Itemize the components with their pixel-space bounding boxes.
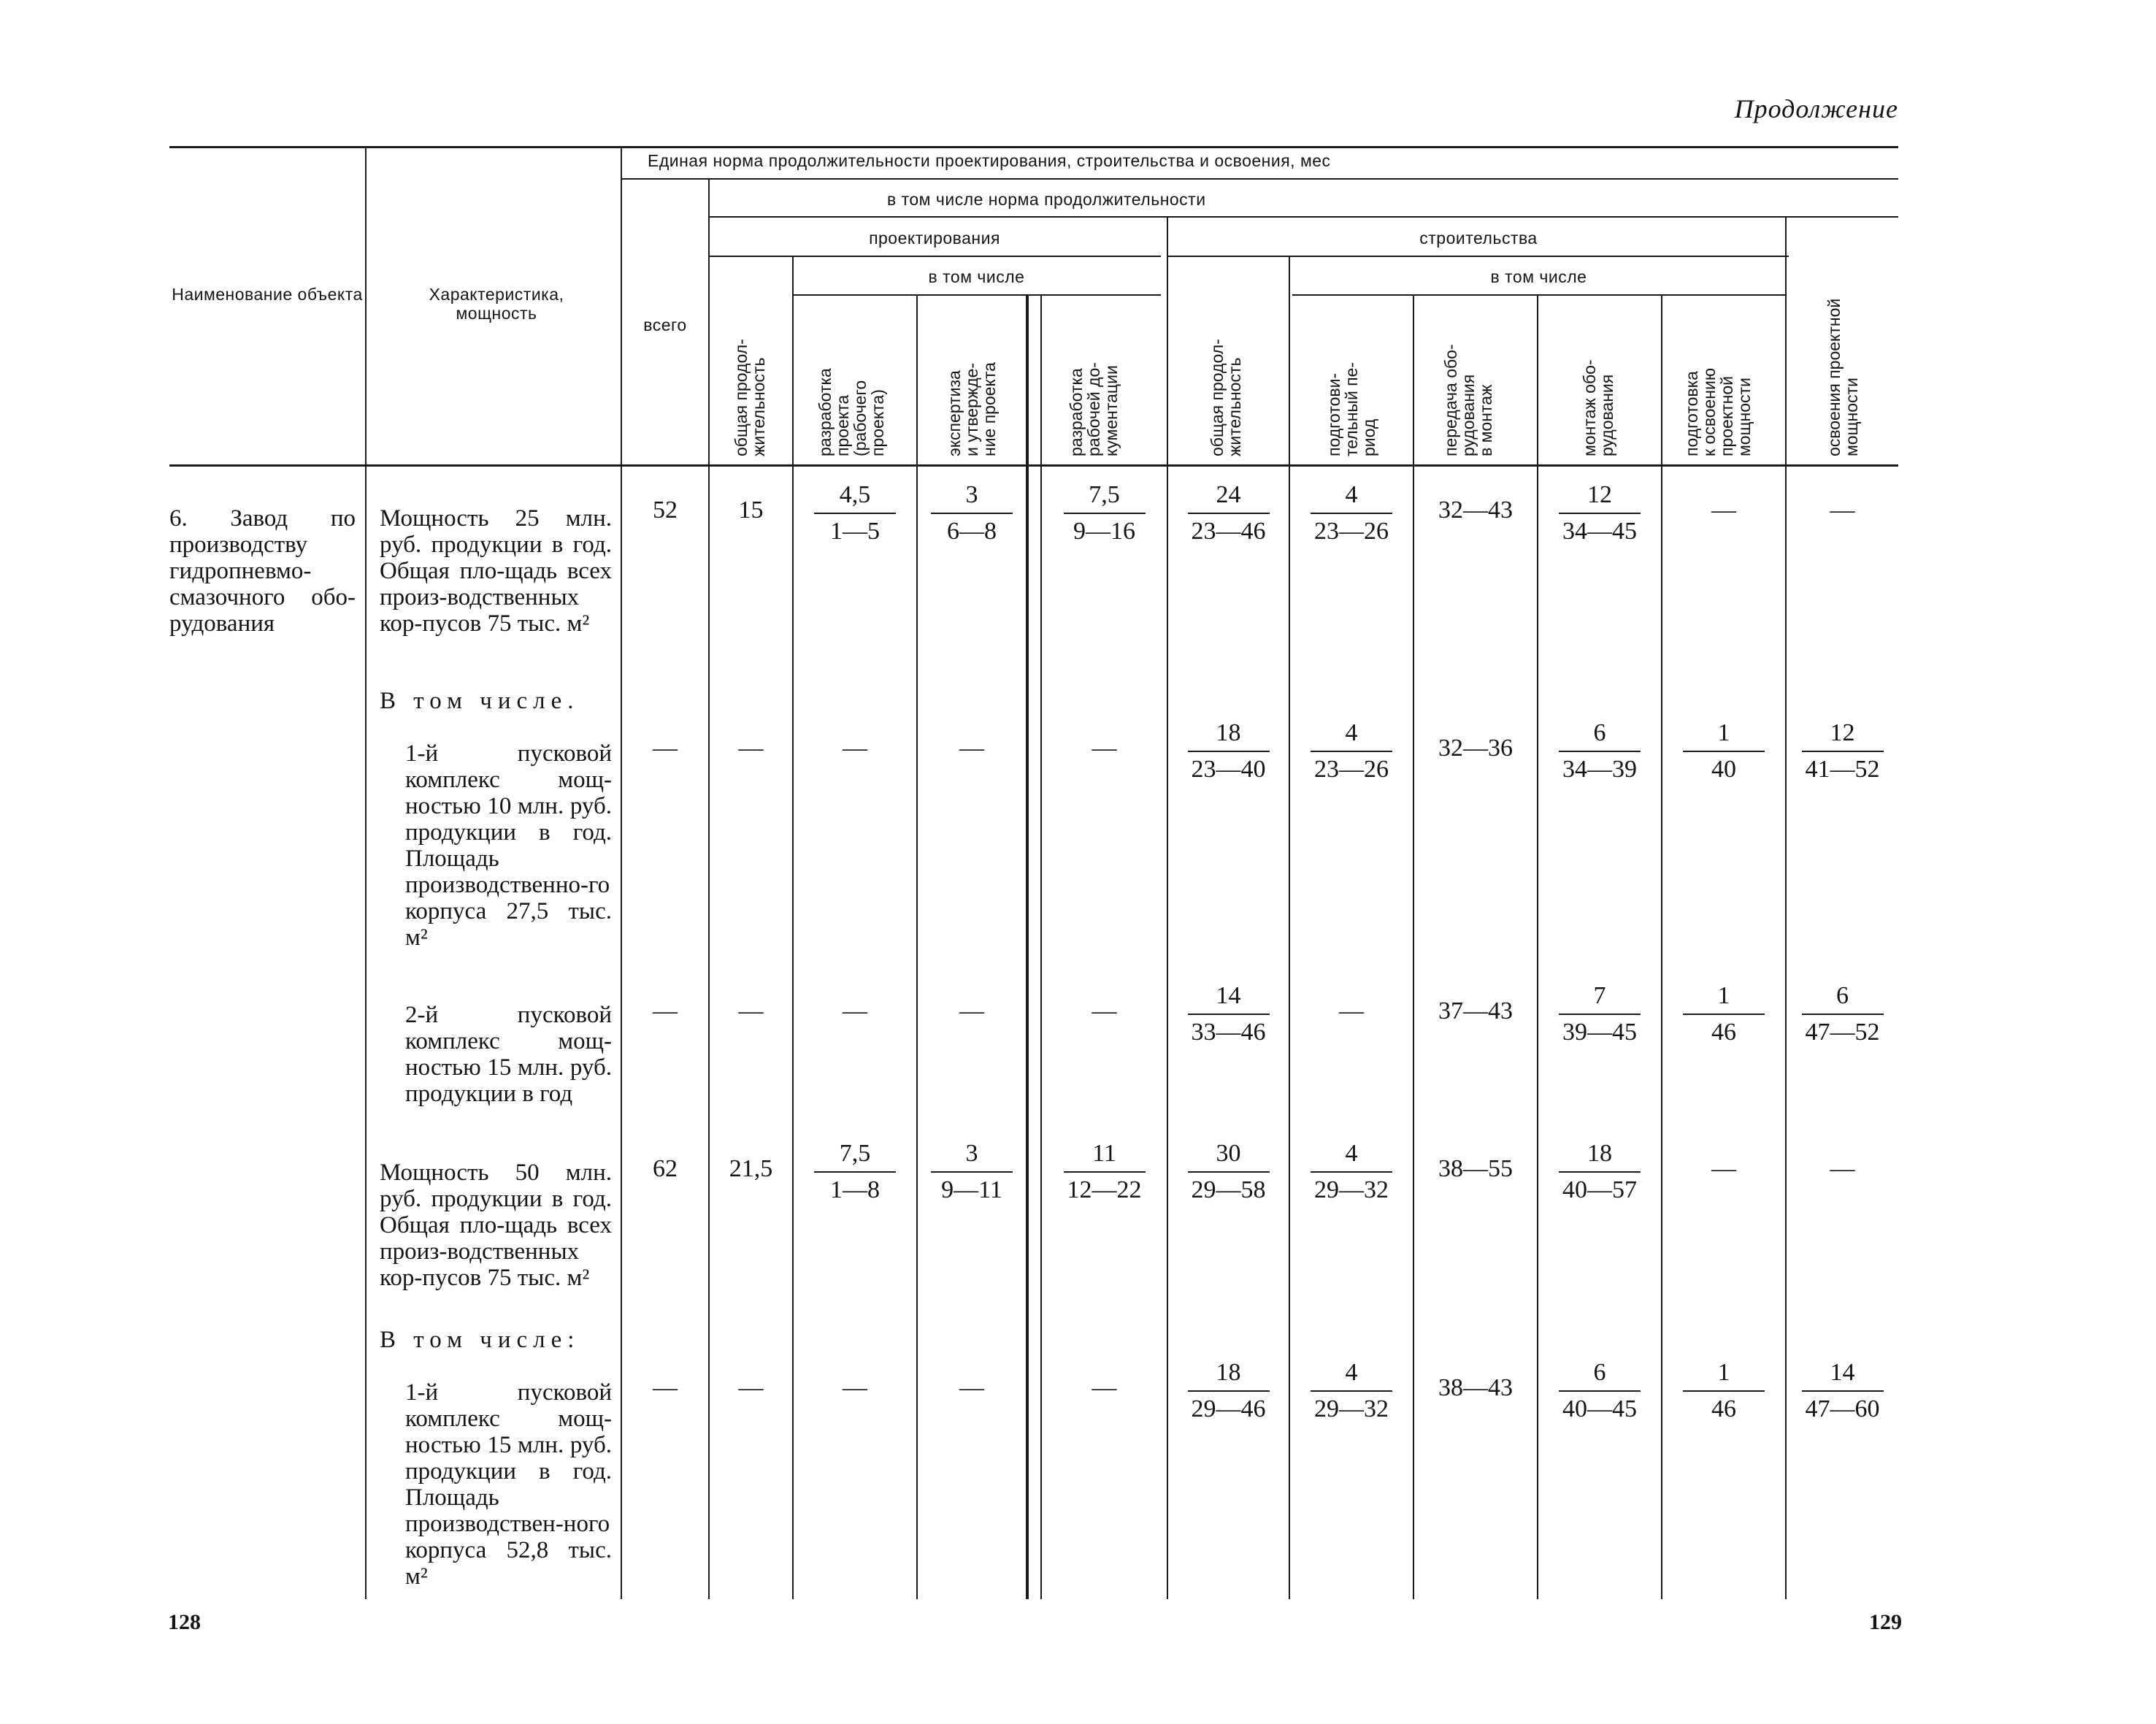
cell-total: — <box>653 997 678 1024</box>
header-construction-mastering-prep: подготовка к освоению проектной мощности <box>1682 367 1754 456</box>
row-3-characteristic: 2-й пусковой комплекс мощ-ностью 15 млн. руб. продукции в год <box>405 1002 612 1107</box>
cell-numerator: 4 <box>1311 1141 1392 1173</box>
header-bottom-rule <box>169 464 1898 467</box>
cell-numerator: 6 <box>1559 720 1641 752</box>
cell-mastering-prep-fraction <box>1683 720 1765 783</box>
col-rule-design-working-2 <box>1040 294 1042 1599</box>
header-construction-preparatory: подготови- тельный пе- риод <box>1324 361 1378 456</box>
cell-constr-total-fraction <box>1188 720 1270 783</box>
cell-mastering-prep: — <box>1711 1155 1736 1182</box>
cell-design-total: — <box>738 735 764 762</box>
cell-denominator: 46 <box>1711 1395 1736 1422</box>
cell-denominator: 34—45 <box>1562 518 1637 545</box>
row-label-including-1: В том числе. <box>380 688 580 714</box>
cell-numerator: 6 <box>1802 983 1884 1015</box>
cell-design-project-fraction <box>814 1141 896 1203</box>
cell-denominator: 47—60 <box>1805 1395 1880 1422</box>
col-rule-design-working <box>1026 294 1029 1599</box>
header-mastering: освоения проектной мощности <box>1825 298 1861 456</box>
cell-numerator: 12 <box>1802 720 1884 752</box>
cell-constr-transfer: 32—43 <box>1438 497 1513 524</box>
cell-design-working-fraction <box>1064 1141 1146 1203</box>
cell-design-total: — <box>738 997 764 1024</box>
cell-constr-install-fraction <box>1559 1360 1641 1422</box>
cell-numerator: 4 <box>1311 720 1392 752</box>
cell-constr-prep-fraction <box>1311 482 1392 545</box>
header-design-including: в том числе <box>928 267 1025 286</box>
header-design-total: общая продол- жительность <box>732 339 768 456</box>
cell-constr-install-fraction <box>1559 1141 1641 1203</box>
page-number-left: 128 <box>168 1610 201 1634</box>
cell-denominator: 29—46 <box>1191 1395 1266 1422</box>
cell-design-expertise: — <box>959 735 984 762</box>
object-name: 6. Завод по производству гидропневмо-смазочного обо-рудования <box>169 505 356 637</box>
cell-total: 52 <box>653 497 678 524</box>
cell-denominator: 34—39 <box>1562 756 1637 783</box>
cell-denominator: 40—57 <box>1562 1176 1637 1203</box>
cell-numerator: 18 <box>1188 720 1270 752</box>
rule-under-design-including <box>792 294 1161 296</box>
col-rule-construction-prep <box>1289 256 1290 1599</box>
cell-constr-transfer: 38—55 <box>1438 1155 1513 1182</box>
cell-numerator: 4,5 <box>814 482 896 514</box>
continuation-label: Продолжение <box>1734 94 1898 123</box>
cell-numerator: 6 <box>1559 1360 1641 1392</box>
cell-constr-total-fraction <box>1188 482 1270 545</box>
row-5-characteristic: 1-й пусковой комплекс мощ-ностью 15 млн. руб. продукции в год. Площадь производствен-ного корпуса 52,8 тыс. м² <box>405 1379 612 1590</box>
cell-numerator: 24 <box>1188 482 1270 514</box>
rule-under-construction <box>1168 256 1789 257</box>
col-rule-construction-total <box>1167 216 1168 1599</box>
cell-mastering: — <box>1830 1155 1855 1182</box>
cell-design-total: 21,5 <box>729 1155 773 1182</box>
cell-constr-install-fraction <box>1559 720 1641 783</box>
cell-design-expertise: — <box>959 997 984 1024</box>
cell-numerator: 4 <box>1311 1360 1392 1392</box>
col-rule-construction-install <box>1537 294 1538 1599</box>
cell-constr-transfer: 37—43 <box>1438 997 1513 1024</box>
cell-design-project: — <box>843 997 867 1024</box>
cell-numerator: 7 <box>1559 983 1641 1015</box>
cell-mastering: — <box>1830 497 1855 524</box>
header-construction-transfer: передача обо- рудования в монтаж <box>1441 344 1495 456</box>
cell-denominator: 41—52 <box>1805 756 1880 783</box>
header-design-project: разработка проекта (рабочего проекта) <box>816 368 887 456</box>
cell-numerator: 1 <box>1683 1360 1765 1392</box>
cell-constr-prep-fraction <box>1311 720 1392 783</box>
cell-constr-prep: — <box>1339 997 1364 1024</box>
table-top-rule <box>169 146 1898 148</box>
cell-denominator: 23—46 <box>1191 518 1266 545</box>
page-number-right: 129 <box>1869 1610 1902 1634</box>
cell-constr-prep-fraction <box>1311 1360 1392 1422</box>
rule-under-unified-norm <box>622 178 1898 180</box>
header-unified-norm: Единая норма продолжительности проектирования, строительства и освоения, мес <box>648 151 1331 170</box>
cell-denominator: 6—8 <box>947 518 997 545</box>
cell-constr-install-fraction <box>1559 983 1641 1046</box>
cell-total: 62 <box>653 1155 678 1182</box>
cell-constr-transfer: 32—36 <box>1438 735 1513 762</box>
header-construction-total: общая продол- жительность <box>1208 339 1244 456</box>
cell-denominator: 33—46 <box>1191 1019 1266 1046</box>
rule-under-design <box>708 256 1161 257</box>
col-rule-mastering <box>1785 216 1787 1599</box>
cell-denominator: 23—26 <box>1314 756 1389 783</box>
cell-constr-total-fraction <box>1188 1360 1270 1422</box>
cell-numerator: 14 <box>1188 983 1270 1015</box>
col-rule-design-expertise <box>916 294 918 1599</box>
header-design-expertise: экспертиза и утвержде- ние проекта <box>945 362 999 456</box>
header-design-working-docs: разработка рабочей до- кументации <box>1067 362 1121 456</box>
cell-design-working: — <box>1092 997 1117 1024</box>
cell-design-total: 15 <box>738 497 764 524</box>
cell-numerator: 3 <box>931 482 1013 514</box>
cell-denominator: 23—40 <box>1191 756 1266 783</box>
header-design: проектирования <box>869 229 1000 248</box>
cell-numerator: 30 <box>1188 1141 1270 1173</box>
cell-denominator: 46 <box>1711 1019 1736 1046</box>
cell-constr-total-fraction <box>1188 983 1270 1046</box>
cell-numerator: 1 <box>1683 983 1765 1015</box>
header-total: всего <box>643 315 687 334</box>
cell-numerator: 12 <box>1559 482 1641 514</box>
cell-denominator: 12—22 <box>1067 1176 1142 1203</box>
cell-denominator: 23—26 <box>1314 518 1389 545</box>
header-construction-including: в том числе <box>1490 267 1587 286</box>
rule-under-construction-including <box>1292 294 1785 296</box>
cell-design-project: — <box>843 735 867 762</box>
header-name: Наименование объекта <box>172 285 363 304</box>
row-1-characteristic: Мощность 25 млн. руб. продукции в год. Общая пло-щадь всех произ-водственных кор-пусов 75 тыс. м² <box>380 505 612 637</box>
rule-under-including-norm <box>708 216 1898 218</box>
cell-denominator: 29—58 <box>1191 1176 1266 1203</box>
row-4-characteristic: Мощность 50 млн. руб. продукции в год. Общая пло-щадь всех произ-водственных кор-пусов 75 тыс. м² <box>380 1160 612 1291</box>
cell-total: — <box>653 735 678 762</box>
cell-denominator: 1—5 <box>830 518 880 545</box>
cell-design-working: — <box>1092 735 1117 762</box>
cell-numerator: 14 <box>1802 1360 1884 1392</box>
cell-numerator: 7,5 <box>814 1141 896 1173</box>
cell-total: — <box>653 1374 678 1401</box>
row-label-including-2: В том числе: <box>380 1327 580 1353</box>
cell-design-expertise: — <box>959 1374 984 1401</box>
cell-mastering-fraction <box>1802 720 1884 783</box>
col-rule-characteristic <box>365 146 367 1599</box>
cell-design-working: — <box>1092 1374 1117 1401</box>
cell-mastering-prep-fraction <box>1683 983 1765 1046</box>
cell-numerator: 4 <box>1311 482 1392 514</box>
cell-numerator: 11 <box>1064 1141 1146 1173</box>
cell-design-working-fraction <box>1064 482 1146 545</box>
cell-denominator: 29—32 <box>1314 1395 1389 1422</box>
cell-design-total: — <box>738 1374 764 1401</box>
cell-denominator: 40 <box>1711 756 1736 783</box>
cell-denominator: 9—11 <box>941 1176 1002 1203</box>
cell-constr-transfer: 38—43 <box>1438 1374 1513 1401</box>
cell-numerator: 1 <box>1683 720 1765 752</box>
cell-mastering-fraction <box>1802 983 1884 1046</box>
cell-numerator: 3 <box>931 1141 1013 1173</box>
cell-denominator: 39—45 <box>1562 1019 1637 1046</box>
cell-mastering-fraction <box>1802 1360 1884 1422</box>
cell-denominator: 9—16 <box>1073 518 1135 545</box>
col-rule-mastering-prep <box>1661 294 1662 1599</box>
cell-numerator: 18 <box>1559 1141 1641 1173</box>
row-2-characteristic: 1-й пусковой комплекс мощ-ностью 10 млн. руб. продукции в год. Площадь производственно-го корпуса 27,5 тыс. м² <box>405 740 612 951</box>
cell-mastering-prep-fraction <box>1683 1360 1765 1422</box>
cell-denominator: 40—45 <box>1562 1395 1637 1422</box>
cell-mastering-prep: — <box>1711 497 1736 524</box>
header-characteristic: Характеристика, мощность <box>429 285 564 323</box>
cell-denominator: 29—32 <box>1314 1176 1389 1203</box>
cell-constr-total-fraction <box>1188 1141 1270 1203</box>
cell-design-project: — <box>843 1374 867 1401</box>
header-including-norm: в том числе норма продолжительности <box>887 190 1206 209</box>
header-construction-installation: монтаж обо- рудования <box>1580 359 1616 456</box>
cell-denominator: 47—52 <box>1805 1019 1880 1046</box>
cell-numerator: 18 <box>1188 1360 1270 1392</box>
cell-design-expertise-fraction <box>931 1141 1013 1203</box>
cell-design-expertise-fraction <box>931 482 1013 545</box>
cell-numerator: 7,5 <box>1064 482 1146 514</box>
cell-denominator: 1—8 <box>830 1176 880 1203</box>
cell-design-project-fraction <box>814 482 896 545</box>
cell-constr-install-fraction <box>1559 482 1641 545</box>
col-rule-construction-transfer <box>1413 294 1414 1599</box>
header-construction: строительства <box>1419 229 1538 248</box>
cell-constr-prep-fraction <box>1311 1141 1392 1203</box>
